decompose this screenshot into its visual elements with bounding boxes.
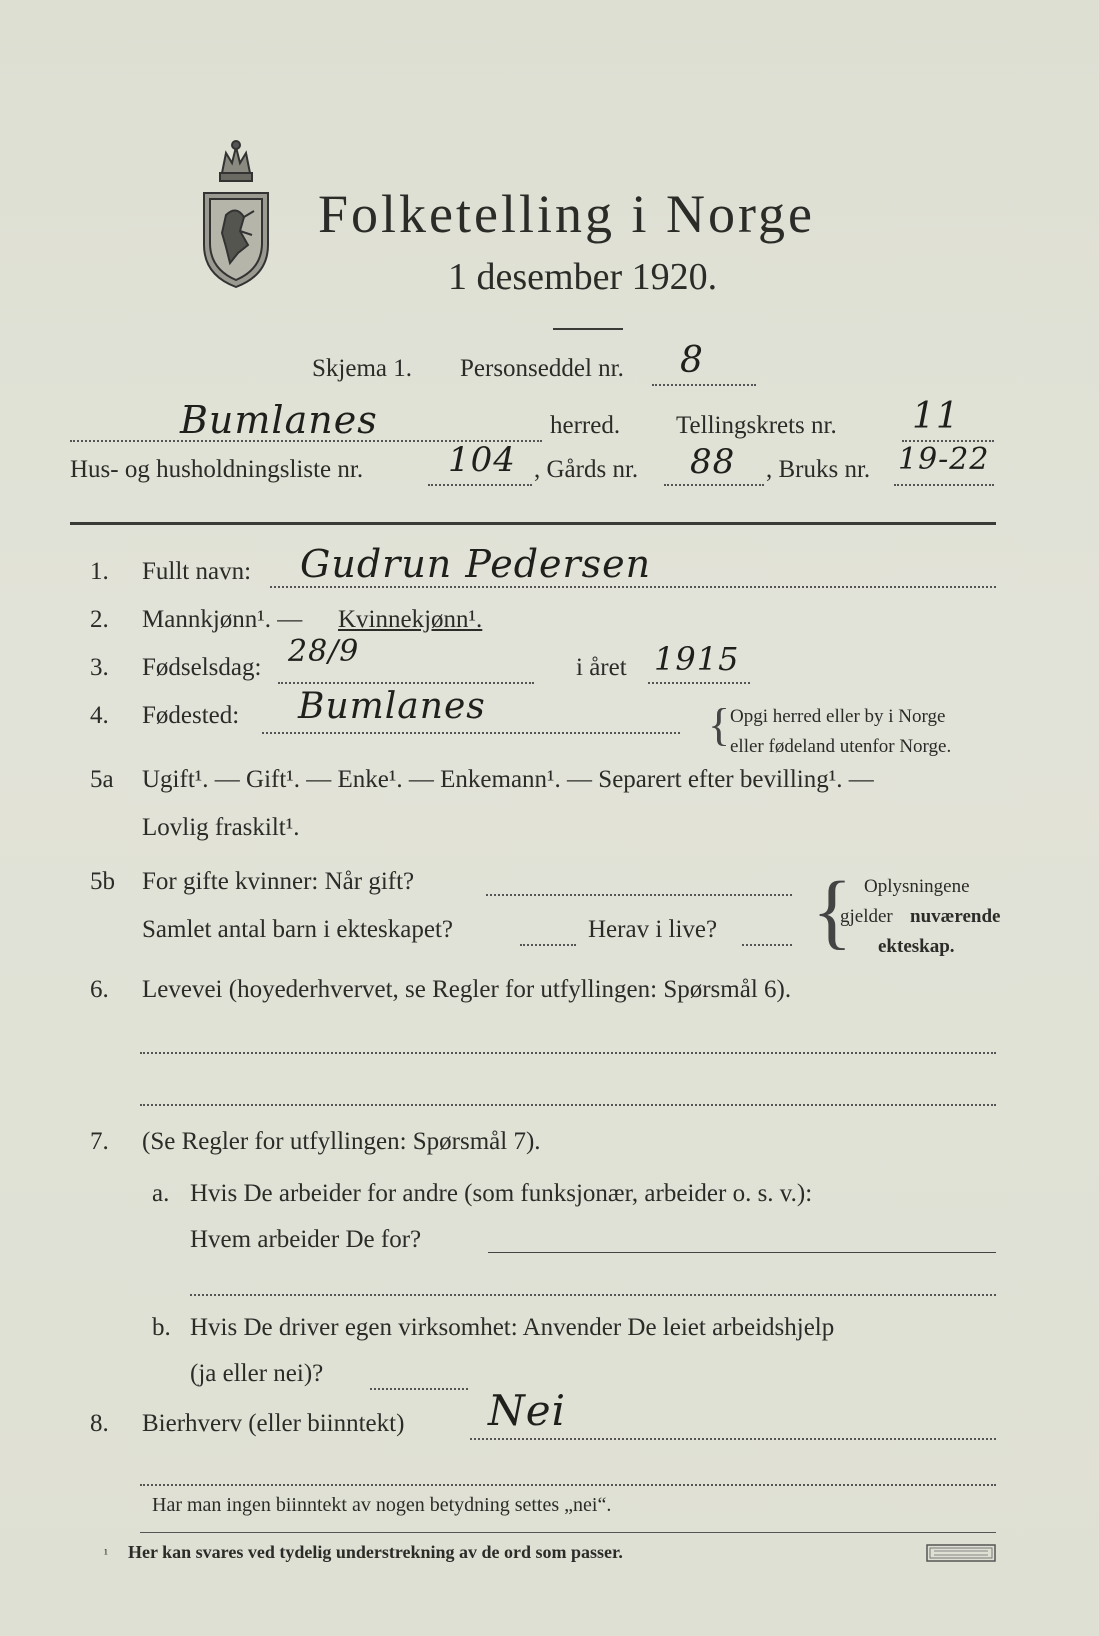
q8-number: 8.	[90, 1410, 109, 1437]
q1-number: 1.	[90, 558, 109, 585]
bruks-label: , Bruks nr.	[766, 456, 871, 483]
q5a-number: 5a	[90, 766, 114, 793]
q8-label: Bierhverv (eller biinntekt)	[142, 1410, 405, 1437]
form-date: 1 desember 1920.	[448, 256, 718, 298]
q5b-note-1: Oplysningene	[864, 876, 970, 897]
bierhverv-field[interactable]	[470, 1438, 996, 1440]
herav-i-live-field[interactable]	[742, 944, 792, 946]
mannkjonn-option[interactable]: Mannkjønn¹. —	[142, 606, 303, 633]
levevei-field-2[interactable]	[140, 1104, 996, 1106]
tellingskrets-value: 11	[912, 396, 960, 437]
q4-note-2: eller fødeland utenfor Norge.	[730, 736, 952, 757]
q3-label: Fødselsdag:	[142, 654, 262, 681]
q7-number: 7.	[90, 1128, 109, 1155]
fullt-navn-value: Gudrun Pedersen	[300, 542, 652, 586]
q7-label: (Se Regler for utfyllingen: Spørsmål 7).	[142, 1128, 541, 1155]
leiet-arbeidshjelp-field[interactable]	[370, 1388, 468, 1390]
arbeider-for-field[interactable]	[488, 1252, 996, 1253]
sivilstand-options[interactable]: Ugift¹. — Gift¹. — Enke¹. — Enkemann¹. — Separert efter bevilling¹. —	[142, 766, 874, 793]
bierhverv-field-2[interactable]	[140, 1484, 996, 1486]
nar-gift-field[interactable]	[486, 894, 792, 896]
q2-number: 2.	[90, 606, 109, 633]
fullt-navn-field[interactable]	[270, 586, 996, 588]
lovlig-fraskilt-option[interactable]: Lovlig fraskilt¹.	[142, 814, 300, 841]
fodselsdag-value: 28/9	[288, 634, 360, 669]
year-value: 1915	[654, 640, 740, 678]
husliste-label: Hus- og husholdningsliste nr.	[70, 456, 364, 483]
gards-value: 88	[690, 442, 736, 482]
q4-label: Fødested:	[142, 702, 240, 729]
q6-number: 6.	[90, 976, 109, 1003]
personseddel-field[interactable]	[652, 384, 756, 386]
q5b-number: 5b	[90, 868, 115, 895]
q6-label: Levevei (hoyederhvervet, se Regler for utfyllingen: Spørsmål 6).	[142, 976, 792, 1003]
fodested-field[interactable]	[262, 732, 680, 734]
q7a-line-1: Hvis De arbeider for andre (som funksjonær, arbeider o. s. v.):	[190, 1180, 813, 1207]
q5b-note-2a: gjelder	[840, 906, 893, 927]
q7b-letter: b.	[152, 1314, 171, 1341]
q3-number: 3.	[90, 654, 109, 681]
gards-label: , Gårds nr.	[534, 456, 639, 483]
q7a-line-2: Hvem arbeider De for?	[190, 1226, 422, 1253]
husliste-value: 104	[448, 440, 516, 480]
q4-note-1: Opgi herred eller by i Norge	[730, 706, 946, 727]
kvinnekjonn-option[interactable]: Kvinnekjønn¹.	[338, 606, 483, 633]
nar-gift-label: For gifte kvinner: Når gift?	[142, 868, 415, 895]
schema-label: Skjema 1.	[312, 355, 412, 382]
husliste-field[interactable]	[428, 484, 532, 486]
bruks-value: 19-22	[898, 442, 990, 477]
antal-barn-label: Samlet antal barn i ekteskapet?	[142, 916, 453, 943]
q4-number: 4.	[90, 702, 109, 729]
form-title: Folketelling i Norge	[318, 184, 815, 244]
q5b-note-2b: nuværende	[910, 906, 1001, 927]
q5b-note-3: ekteskap.	[878, 936, 955, 957]
footnote-text: Her kan svares ved tydelig understrekning av de ord som passer.	[128, 1542, 623, 1562]
q7b-line-2: (ja eller nei)?	[190, 1360, 324, 1387]
year-field[interactable]	[648, 682, 750, 684]
printer-stamp-icon	[926, 1544, 996, 1562]
fodested-value: Bumlanes	[298, 686, 486, 727]
herav-i-live-label: Herav i live?	[588, 916, 718, 943]
gards-field[interactable]	[664, 484, 764, 486]
q1-label: Fullt navn:	[142, 558, 252, 585]
tellingskrets-label: Tellingskrets nr.	[676, 412, 837, 439]
header-divider	[70, 522, 996, 525]
arbeider-for-field-2[interactable]	[190, 1294, 996, 1296]
q4-brace: {	[708, 699, 731, 750]
fodselsdag-field[interactable]	[278, 682, 534, 684]
bruks-field[interactable]	[894, 484, 994, 486]
personseddel-value: 8	[680, 340, 704, 381]
antal-barn-field[interactable]	[520, 944, 576, 946]
q5b-brace: {	[812, 865, 853, 958]
personseddel-label: Personseddel nr.	[460, 355, 624, 382]
title-rule	[553, 328, 623, 330]
q7b-line-1: Hvis De driver egen virksomhet: Anvender De leiet arbeidshjelp	[190, 1314, 835, 1341]
herred-label: herred.	[550, 412, 621, 439]
year-label: i året	[576, 654, 627, 681]
herred-value: Bumlanes	[180, 398, 378, 442]
footnote-mark: ¹	[104, 1546, 108, 1561]
coat-of-arms-icon	[196, 135, 276, 290]
q7a-letter: a.	[152, 1180, 170, 1207]
footer-divider	[140, 1532, 996, 1533]
nei-note: Har man ingen biinntekt av nogen betydning settes „nei“.	[152, 1494, 612, 1516]
bierhverv-value: Nei	[488, 1386, 567, 1435]
levevei-field-1[interactable]	[140, 1052, 996, 1054]
